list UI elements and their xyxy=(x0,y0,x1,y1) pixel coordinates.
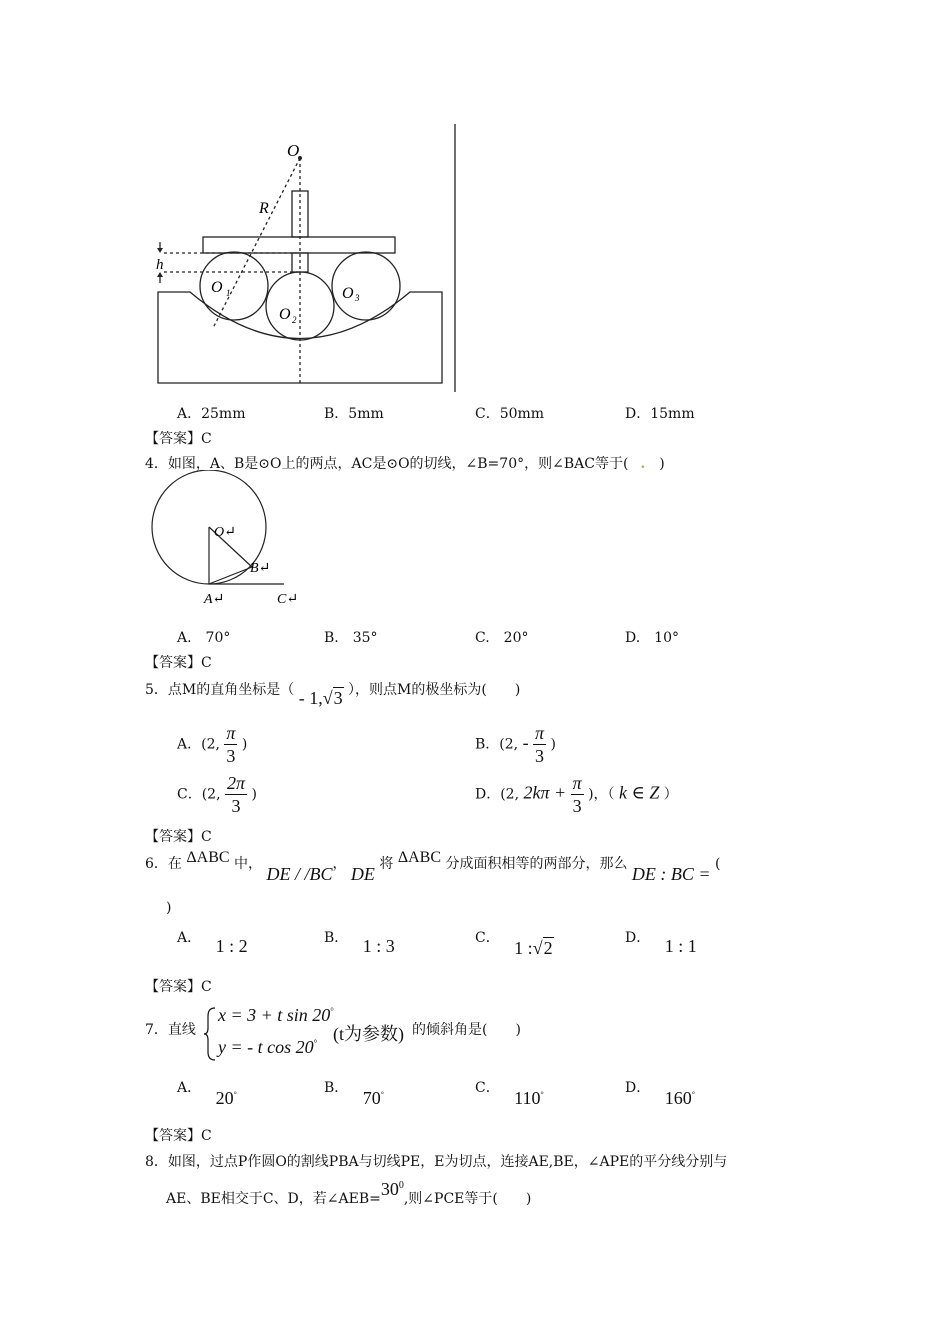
label-c: C↵ xyxy=(277,592,299,607)
q3-answer: 【答案】C xyxy=(145,431,212,447)
q7-option-c: C． 110° xyxy=(475,1080,544,1108)
q6-answer: 【答案】C xyxy=(145,979,212,995)
label-o: O↵ xyxy=(214,525,236,540)
label-a: A↵ xyxy=(204,592,225,607)
q3-option-b: B．5mm xyxy=(324,406,384,422)
label-o1: O xyxy=(211,279,223,296)
q5-option-b: B．(2, - $\frac{\pi}{3}$ ) xyxy=(475,723,556,766)
q7-suffix: 的倾斜角是( ) xyxy=(412,1022,521,1038)
q4-option-d: D. 10° xyxy=(625,630,679,646)
q8-line1: 8．如图，过点P作圆O的割线PBA与切线PE，E为切点，连接AE,BE，∠APE的平分线分别与 xyxy=(145,1154,728,1170)
q3-option-d: D．15mm xyxy=(625,406,695,422)
q5-option-c: C．(2, $\frac{2\pi}{3}$ ) xyxy=(177,773,257,816)
label-b: B↵ xyxy=(250,561,271,576)
q6-stem: 6．在 ΔABC 中， DE / /BC， DE 将 ΔABC 分成面积相等的两部分，那么 DE : BC = ( xyxy=(145,849,721,884)
q4-stem: 4．如图，A、B是⊙O上的两点，AC是⊙O的切线，∠B=70°，则∠BAC等于( . ) xyxy=(145,456,665,472)
q5-answer: 【答案】C xyxy=(145,829,212,845)
figure-circle-tangent xyxy=(140,470,320,610)
q7-option-a: A． 20° xyxy=(177,1080,237,1108)
q6-option-c: C． 1 :√2 xyxy=(475,930,553,958)
q4-option-a: A. 70° xyxy=(177,630,231,646)
q5-option-a: A．(2, $\frac{\pi}{3}$ ) xyxy=(177,723,248,766)
q3-option-c: C．50mm xyxy=(475,406,545,422)
q7-option-b: B． 70° xyxy=(324,1080,384,1108)
q5-option-d: D．(2, 2kπ + $\frac{\pi}{3}$ )，（ k ∈ Z ） xyxy=(475,773,678,816)
q4-option-b: B. 35° xyxy=(324,630,378,646)
q7-answer: 【答案】C xyxy=(145,1128,212,1144)
label-r: R xyxy=(259,200,269,217)
q3-option-a: A．25mm xyxy=(177,406,246,422)
circle-o2 xyxy=(266,272,334,340)
svg-text:2: 2 xyxy=(292,315,297,325)
q6-option-d: D． 1 : 1 xyxy=(625,930,697,956)
label-o: O xyxy=(287,141,300,160)
q7-line1: x = 3 + t sin 20° xyxy=(218,1005,334,1025)
label-o3: O xyxy=(342,285,354,302)
q8-line2: AE、BE相交于C、D，若$\angle AEB=30^0$,则∠PCE等于( ) xyxy=(166,1179,532,1207)
q4-option-c: C. 20° xyxy=(475,630,529,646)
q7-line2: y = - t cos 20° xyxy=(218,1037,318,1057)
label-o2: O xyxy=(279,306,291,323)
svg-text:3: 3 xyxy=(355,293,360,303)
q7-prefix: 7．直线 xyxy=(145,1022,196,1038)
q4-answer: 【答案】C xyxy=(145,655,212,671)
q6-stem-close: ) xyxy=(166,900,172,916)
q7-param: (t为参数) xyxy=(333,1024,404,1044)
svg-text:1: 1 xyxy=(226,288,231,298)
q7-brace xyxy=(203,1006,217,1062)
q5-stem: 5．点M的直角坐标是（ - 1,√3 ），则点M的极坐标为( ) xyxy=(145,682,521,708)
q6-option-b: B． 1 : 3 xyxy=(324,930,395,956)
label-h: h xyxy=(156,257,164,273)
top-bar xyxy=(203,237,395,253)
figure-cylinders xyxy=(0,0,950,400)
q6-option-a: A． 1 : 2 xyxy=(177,930,248,956)
q7-option-d: D． 160° xyxy=(625,1080,695,1108)
